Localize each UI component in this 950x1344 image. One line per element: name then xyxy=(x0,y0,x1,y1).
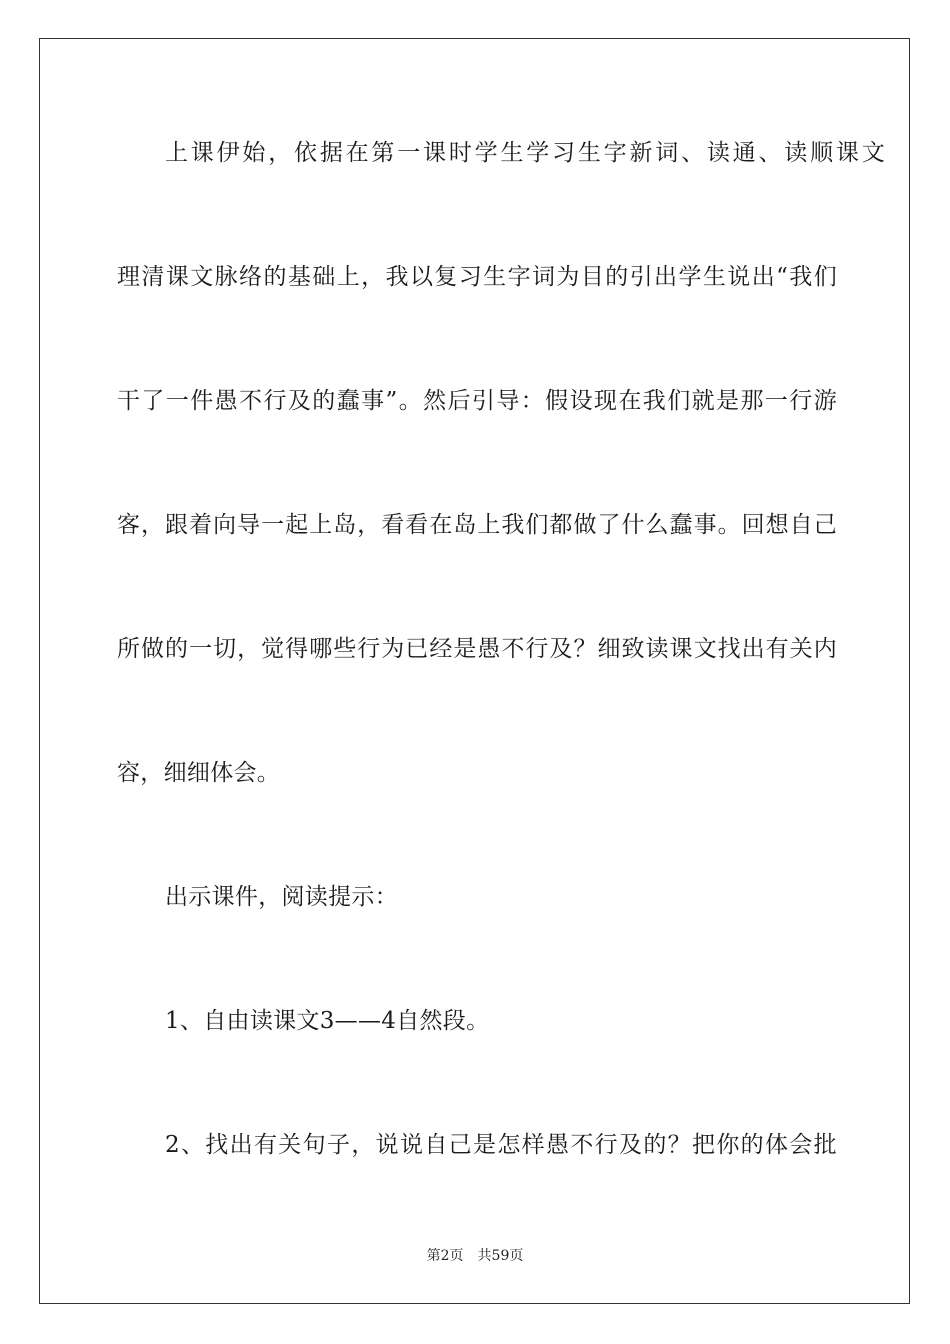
paragraph-line: 上课伊始，依据在第一课时学生学习生字新词、读通、读顺课文 xyxy=(165,140,885,166)
page-footer xyxy=(0,1247,950,1265)
page-border xyxy=(39,38,910,1304)
list-item: 2、找出有关句子，说说自己是怎样愚不行及的？把你的体会批 xyxy=(165,1132,837,1158)
paragraph-line: 客，跟着向导一起上岛，看看在岛上我们都做了什么蠢事。回想自己 xyxy=(117,512,837,538)
page-total: 共59页 xyxy=(477,1248,524,1264)
paragraph-line: 所做的一切，觉得哪些行为已经是愚不行及？细致读课文找出有关内 xyxy=(117,636,837,662)
paragraph-line: 干了一件愚不行及的蠢事”。然后引导：假设现在我们就是那一行游 xyxy=(117,388,837,414)
paragraph-line: 容，细细体会。 xyxy=(117,760,281,786)
page-number: 第2页 xyxy=(426,1248,464,1264)
list-item: 1、自由读课文3——4自然段。 xyxy=(165,1008,490,1034)
paragraph-line: 理清课文脉络的基础上，我以复习生字词为目的引出学生说出“我们 xyxy=(117,264,837,290)
paragraph-line: 出示课件，阅读提示： xyxy=(165,884,398,910)
